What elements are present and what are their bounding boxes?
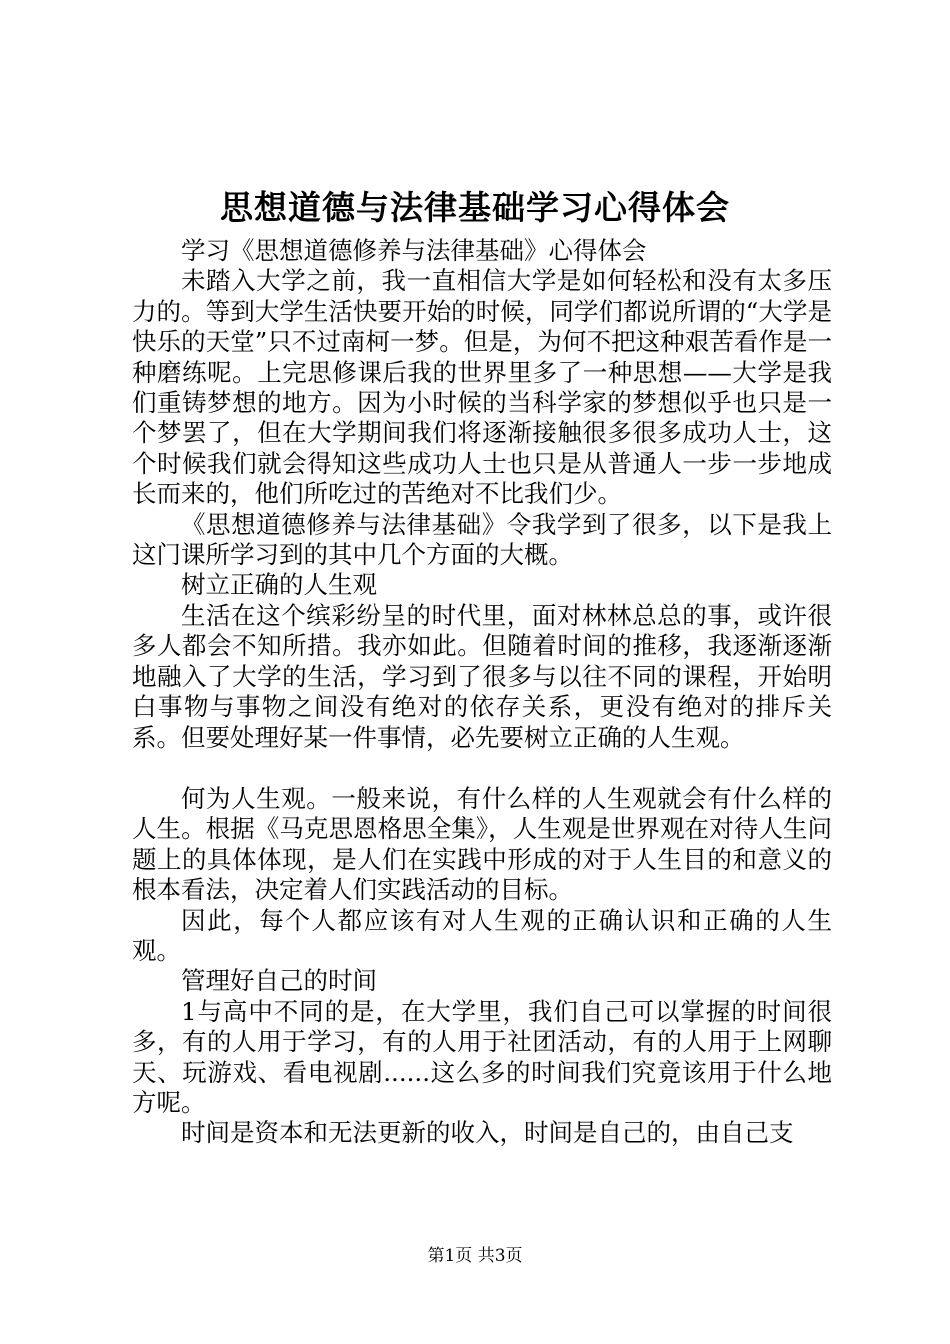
paragraph-time-1: 1与高中不同的是，在大学里，我们自己可以掌握的时间很多，有的人用于学习，有的人用于社团活动，有的人用于上网聊天、玩游戏、看电视剧......这么多的时间我们究竟该用于什么地方呢。 bbox=[132, 996, 832, 1117]
document-title: 思想道德与法律基础学习心得体会 bbox=[220, 188, 730, 227]
section-heading-time: 管理好自己的时间 bbox=[181, 966, 377, 996]
paragraph-subtitle: 学习《思想道德修养与法律基础》心得体会 bbox=[181, 236, 647, 265]
page-indicator: 第1页 共3页 bbox=[427, 1246, 523, 1266]
paragraph-outlook-2: 何为人生观。一般来说，有什么样的人生观就会有什么样的人生。根据《马克思恩格思全集》，人生观是世界观在对待人生问题上的具体体现，是人们在实践中形成的对于人生目的和意义的根本看法，决定着人们实践活动的目标。 bbox=[132, 783, 832, 905]
paragraph-outlook-3: 因此，每个人都应该有对人生观的正确认识和正确的人生观。 bbox=[132, 905, 832, 965]
paragraph-outlook-1: 生活在这个缤彩纷呈的时代里，面对林林总总的事，或许很多人都会不知所措。我亦如此。但随着时间的推移，我逐渐逐渐地融入了大学的生活，学习到了很多与以往不同的课程，开始明白事物与事物之间没有绝对的依存关系，更没有绝对的排斥关系。但要处理好某一件事情，必先要树立正确的人生观。 bbox=[132, 600, 832, 752]
paragraph-course-summary: 《思想道德修养与法律基础》令我学到了很多，以下是我上这门课所学习到的其中几个方面的大概。 bbox=[132, 509, 832, 570]
paragraph-time-2: 时间是资本和无法更新的收入，时间是自己的，由自己支 bbox=[181, 1118, 794, 1148]
section-heading-outlook: 树立正确的人生观 bbox=[181, 570, 377, 600]
document-body bbox=[132, 236, 832, 1149]
paragraph-spacer bbox=[132, 753, 832, 784]
paragraph-intro: 未踏入大学之前，我一直相信大学是如何轻松和没有太多压力的。等到大学生活快要开始的时候，同学们都说所谓的“大学是快乐的天堂”只不过南柯一梦。但是，为何不把这种艰苦看作是一种磨练呢。上完思修课后我的世界里多了一种思想——大学是我们重铸梦想的地方。因为小时候的当科学家的梦想似乎也只是一个梦罢了，但在大学期间我们将逐渐接触很多很多成功人士，这个时候我们就会得知这些成功人士也只是从普通人一步一步地成长而来的，他们所吃过的苦绝对不比我们少。 bbox=[132, 266, 832, 509]
